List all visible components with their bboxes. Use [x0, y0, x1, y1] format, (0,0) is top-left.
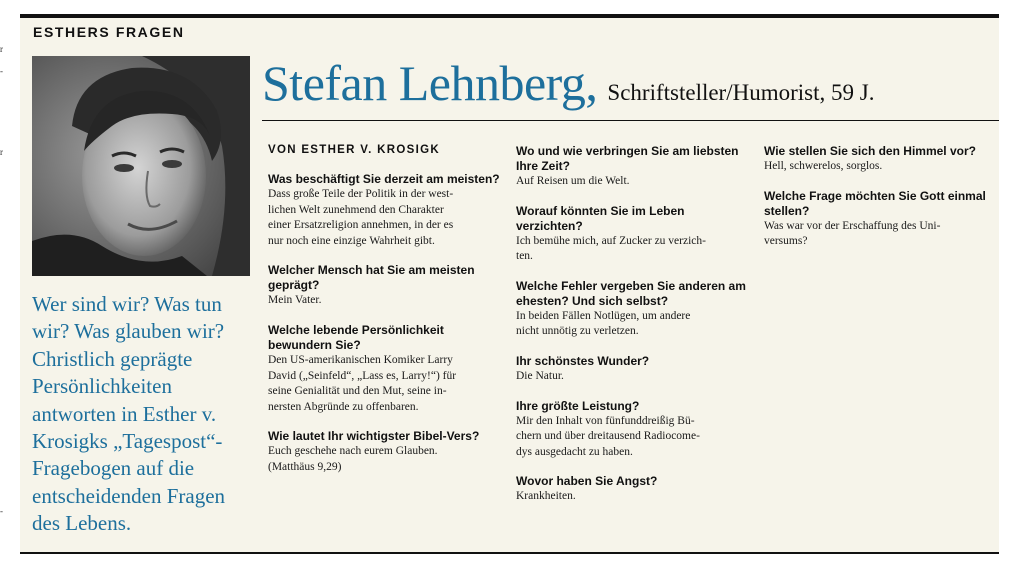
answer: Den US-amerikanischen Komiker Larry David („Seinfeld“, „Lass es, Larry!“) für seine Genialität und den Mut, seine in- nersten Abgründe zu offenbaren. [268, 353, 457, 413]
question: Ihr schönstes Wunder? [516, 353, 650, 368]
question: Wie lautet Ihr wichtigster Bibel-Vers? [268, 429, 480, 444]
answer: Mein Vater. [268, 294, 322, 307]
column-3 [764, 144, 996, 264]
qa-item [764, 189, 996, 250]
qa-item [268, 429, 500, 475]
margin-mark: r [0, 147, 3, 157]
answer: Euch geschehe nach eurem Glauben. (Matthäus 9,29) [268, 445, 438, 473]
headline-divider [262, 120, 999, 121]
article-panel [20, 14, 999, 554]
qa-item [516, 354, 748, 385]
question: Wo und wie verbringen Sie am liebsten Ihre Zeit? [516, 144, 739, 173]
qa-item [268, 172, 500, 249]
interviewee-role: Schriftsteller/Humorist, 59 J. [607, 80, 875, 105]
question: Ihre größte Leistung? [516, 398, 640, 413]
portrait-image [32, 56, 250, 276]
question: Welche lebende Persönlichkeit bewundern Sie? [268, 322, 444, 352]
portrait-photo [32, 56, 250, 276]
margin-mark: - [0, 506, 3, 516]
question: Welcher Mensch hat Sie am meisten geprägt? [268, 263, 475, 293]
column-1 [268, 144, 500, 490]
answer: Ich bemühe mich, auf Zucker zu verzich- ten. [516, 234, 706, 263]
question: Worauf könnten Sie im Leben verzichten? [516, 203, 685, 233]
question: Welche Fehler vergeben Sie anderen am ehesten? Und sich selbst? [516, 278, 746, 308]
interviewee-name: Stefan Lehnberg, [262, 55, 598, 111]
qa-item [268, 263, 500, 309]
headline [262, 54, 874, 112]
qa-item [516, 399, 748, 461]
qa-item [516, 204, 748, 265]
qa-item [764, 144, 996, 175]
qa-item [516, 279, 748, 340]
answer: Dass große Teile der Politik in der west- lichen Welt zunehmend den Charakter einer Ersatzreligion annehmen, in der es nur noch eine einzige Wahrheit gibt. [268, 188, 454, 247]
answer: Was war vor der Erschaffung des Uni- versums? [764, 219, 941, 248]
question: Wie stellen Sie sich den Himmel vor? [764, 144, 976, 158]
column-2 [516, 144, 748, 519]
intro-sidebar: Wer sind wir? Was tun wir? Was glauben wir? Christlich geprägte Persönlichkeiten antworten in Esther v. Krosigks „Tagespost“-Fragebogen auf die entscheidenden Fragen des Lebens. [32, 292, 226, 536]
section-label: ESTHERS FRAGEN [33, 24, 185, 40]
answer: Hell, schwerelos, sorglos. [764, 160, 883, 172]
qa-item [516, 474, 748, 505]
answer: Krankheiten. [516, 490, 576, 503]
answer: Auf Reisen um die Welt. [516, 175, 630, 187]
answer: Mir den Inhalt von fünfunddreißig Bü- chern und über dreitausend Radiocome- dys ausgedacht zu haben. [516, 414, 700, 458]
margin-mark: r [0, 44, 3, 54]
answer: In beiden Fällen Notlügen, um andere nicht unnötig zu verletzen. [516, 309, 691, 338]
margin-mark: - [0, 66, 3, 76]
answer: Die Natur. [516, 369, 564, 382]
byline: VON ESTHER V. KROSIGK [268, 144, 440, 156]
qa-item [516, 144, 748, 190]
qa-item [268, 323, 500, 415]
question: Welche Frage möchten Sie Gott einmal stellen? [764, 188, 986, 218]
question: Wovor haben Sie Angst? [516, 474, 658, 489]
question: Was beschäftigt Sie derzeit am meisten? [268, 172, 500, 186]
